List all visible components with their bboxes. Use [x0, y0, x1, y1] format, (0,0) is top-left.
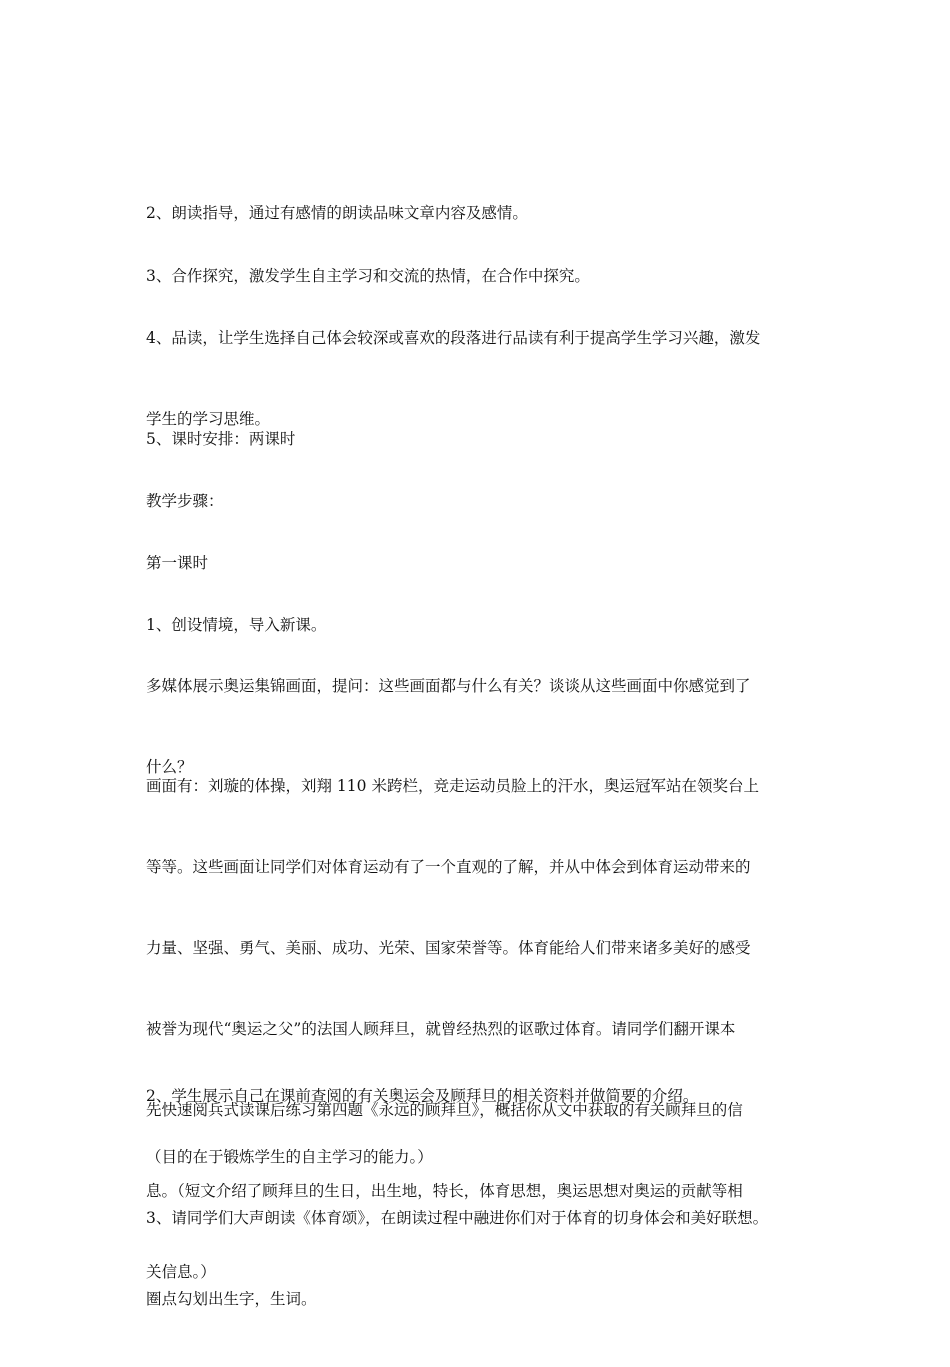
text-line: 学生的学习思维。	[146, 410, 271, 428]
text-line: 息。（短文介绍了顾拜旦的生日，出生地，特长，体育思想，奥运思想对奥运的贡献等相	[146, 1182, 743, 1200]
text-line: 画面有：刘璇的体操，刘翔 110 米跨栏，竞走运动员脸上的汗水，奥运冠军站在领奖台上	[146, 777, 759, 795]
text-line: 3、请同学们大声朗读《体育颂》，在朗读过程中融进你们对于体育的切身体会和美好联想。	[146, 1209, 769, 1227]
paragraph-read-aloud	[146, 1151, 816, 1367]
text-line: 4、品读，让学生选择自己体会较深或喜欢的段落进行品读有利于提高学生学习兴趣，激发	[146, 329, 761, 347]
text-line: 多媒体展示奥运集锦画面，提问：这些画面都与什么有关？谈谈从这些画面中你感觉到了	[146, 677, 751, 695]
text-line: 3、合作探究，激发学生自主学习和交流的热情，在合作中探究。	[146, 267, 590, 285]
text-line: 5、课时安排：两课时	[146, 430, 296, 448]
text-line: 1、创设情境，导入新课。	[146, 616, 327, 634]
text-line: 什么？	[146, 758, 193, 776]
text-line: 第一课时	[146, 554, 209, 572]
text-line: 2、学生展示自己在课前查阅的有关奥运会及顾拜旦的相关资料并做简要的介绍。	[146, 1087, 699, 1105]
text-line: 力量、坚强、勇气、美丽、成功、光荣、国家荣誉等。体育能给人们带来诸多美好的感受	[146, 939, 751, 957]
text-line: 先快速阅兵式读课后练习第四题《永远的顾拜旦》，概括你从文中获取的有关顾拜旦的信	[146, 1101, 743, 1119]
text-line: 2、朗读指导，通过有感情的朗读品味文章内容及感情。	[146, 204, 528, 222]
text-line: 关信息。）	[146, 1263, 216, 1281]
text-line: 教学步骤：	[146, 492, 224, 510]
text-line: 圈点勾划出生字，生词。	[146, 1290, 317, 1308]
text-line: 等等。这些画面让同学们对体育运动有了一个直观的了解，并从中体会到体育运动带来的	[146, 858, 751, 876]
text-line: （目的在于锻炼学生的自主学习的能力。）	[146, 1148, 433, 1166]
text-line: 被誉为现代“奥运之父”的法国人顾拜旦，就曾经热烈的讴歌过体育。请同学们翻开课本	[146, 1020, 736, 1038]
